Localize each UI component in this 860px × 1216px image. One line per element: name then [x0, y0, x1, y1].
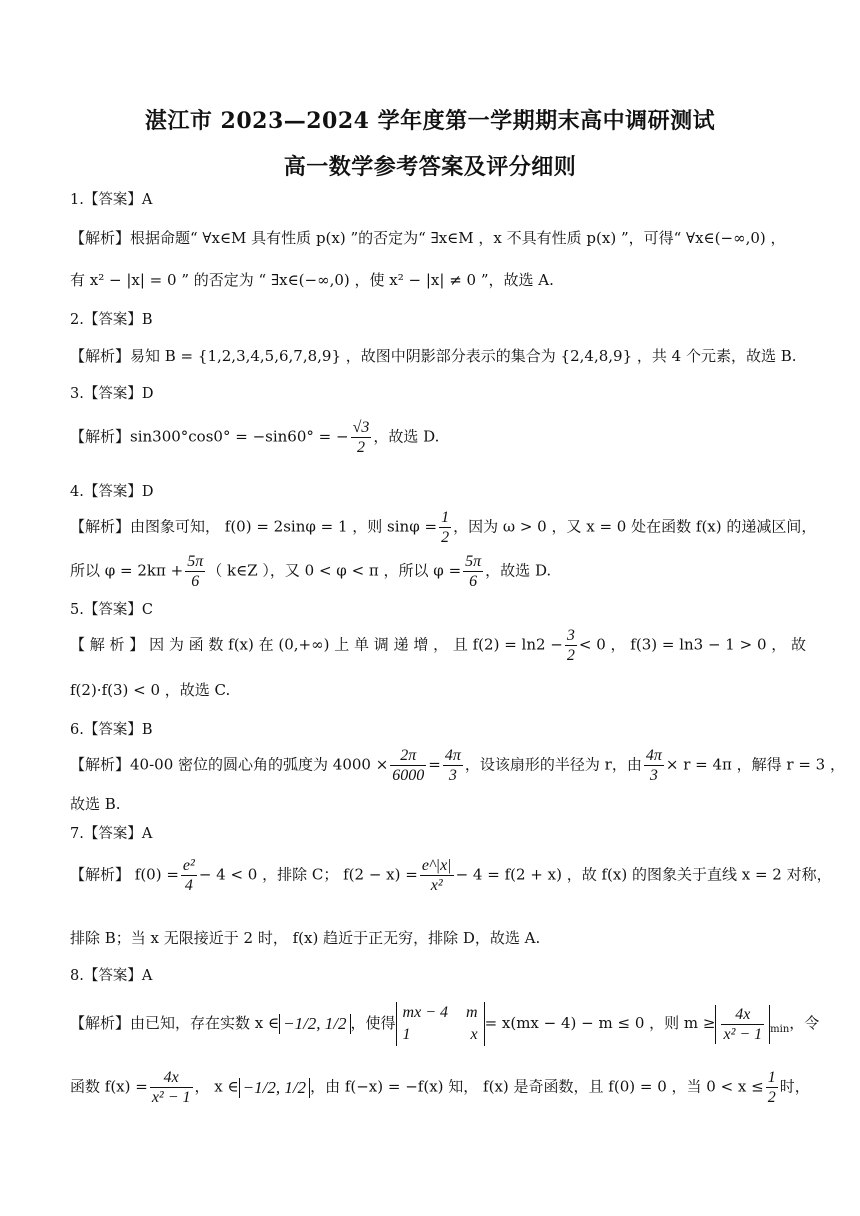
- exam-title: 湛江市 2023—2024 学年度第一学期期末高中调研测试: [144, 108, 716, 134]
- q8-text-d: ，令: [789, 1014, 820, 1032]
- q6-explanation-line2: 故选 B.: [70, 795, 121, 813]
- q6-f3-num: 4π: [645, 747, 662, 764]
- q7-f2-den: x²: [430, 877, 443, 894]
- q8-f1-den: x² − 1: [723, 1025, 763, 1043]
- q7-explanation-line2: 排除 B；当 x 无限接近于 2 时， f(x) 趋近于正无穷，排除 D，故选 A.: [70, 929, 541, 947]
- q5-text-b: < 0 ， f(3) = ln3 − 1 > 0 ， 故: [578, 635, 807, 654]
- q4-fraction-2: [185, 552, 205, 591]
- q6-text-d: × r = 4π ，解得 r = 3 ，: [665, 755, 845, 774]
- det-d: x: [470, 1026, 478, 1043]
- q8-text-h: 时，: [779, 1077, 810, 1096]
- q3-fraction: [351, 418, 372, 457]
- q4-text-d: （ k∈Z ），又 0 < φ < π ，所以 φ =: [207, 561, 462, 580]
- q7-f1-den: 4: [184, 877, 193, 894]
- q5-frac-num: 3: [566, 627, 575, 644]
- det-row-1: [403, 1002, 478, 1024]
- q3-frac-den: 2: [356, 439, 365, 456]
- q8-explanation-line2: [70, 1068, 810, 1107]
- q8-text-e: 函数 f(x) =: [70, 1077, 148, 1096]
- q8-fraction-2: [150, 1068, 193, 1107]
- q3-answer: 3.【答案】D: [70, 386, 154, 402]
- q6-fraction-3: [644, 746, 664, 785]
- q7-f2-num: e^|x|: [421, 857, 452, 874]
- q7-text-c: − 4 = f(2 + x) ，故 f(x) 的图象关于直线 x = 2 对称，: [455, 865, 832, 884]
- q6-f1-num: 2π: [390, 746, 426, 766]
- q8-explanation-line1: [70, 1002, 820, 1046]
- q8-text-c: = x(mx − 4) − m ≤ 0 ，则 m ≥: [484, 1014, 716, 1032]
- q4-explanation-line1: [70, 508, 817, 547]
- q3-frac-num: √3: [352, 419, 370, 436]
- q3-explanation: [70, 418, 792, 457]
- q8-answer: 8.【答案】A: [70, 968, 153, 984]
- q4-f1-num: 1: [441, 509, 450, 526]
- q8-text-b: ，使得: [350, 1014, 396, 1032]
- q8-fraction-3: [766, 1068, 778, 1107]
- q5-fraction: [565, 626, 577, 665]
- det-c: 1: [402, 1026, 411, 1043]
- q6-f3-den: 3: [649, 767, 658, 784]
- q4-explanation-line2: [70, 552, 792, 591]
- q4-answer: 4.【答案】D: [70, 484, 154, 500]
- q2-answer: 2.【答案】B: [70, 312, 153, 328]
- q8-f2-num: 4x: [150, 1068, 193, 1088]
- det-row-2: [403, 1024, 478, 1046]
- q5-explanation-line1: [70, 626, 807, 665]
- q6-f2-num: 4π: [444, 747, 461, 764]
- q4-f2-num: 5π: [187, 553, 204, 570]
- q8-interval-2: −1/2, 1/2: [239, 1078, 310, 1098]
- q6-text-a: 【解析】40-00 密位的圆心角的弧度为 4000 ×: [70, 755, 389, 774]
- q4-f3-num: 5π: [465, 553, 482, 570]
- q4-text-b: ，因为 ω > 0 ，又 x = 0 处在函数 f(x) 的递减区间，: [453, 517, 817, 536]
- q5-answer: 5.【答案】C: [70, 602, 153, 618]
- q5-text-a: 【 解 析 】 因 为 函 数 f(x) 在 (0,+∞) 上 单 调 递 增 ， 且 f(2) = ln2 −: [70, 635, 563, 654]
- q6-answer: 6.【答案】B: [70, 722, 153, 738]
- q6-f1-den: 6000: [392, 767, 425, 784]
- q8-text-g: ，由 f(−x) = −f(x) 知， f(x) 是奇函数，且 f(0) = 0 ，当 0 < x ≤: [310, 1077, 764, 1096]
- q5-frac-den: 2: [566, 647, 575, 664]
- q1-explanation-line2: 有 x² − |x| = 0 ” 的否定为 “ ∃x∈(−∞,0) ，使 x² − |x| ≠ 0 ”，故选 A.: [70, 271, 554, 289]
- q5-explanation-line2: f(2)·f(3) < 0 ，故选 C.: [70, 681, 231, 699]
- q7-explanation-line1: [70, 856, 832, 895]
- q4-fraction-3: [463, 552, 483, 591]
- q8-text-f: ， x ∈: [194, 1077, 239, 1096]
- q6-fraction-1: [390, 746, 426, 785]
- q4-f2-den: 6: [191, 573, 200, 590]
- q6-explanation-line1: [70, 746, 845, 785]
- q4-text-c: 所以 φ = 2kπ +: [70, 561, 184, 580]
- q3-text-b: ，故选 D.: [373, 427, 440, 446]
- det-a: mx − 4: [402, 1004, 448, 1021]
- q2-explanation: 【解析】易知 B = {1,2,3,4,5,6,7,8,9} ，故图中阴影部分表示的集合为 {2,4,8,9} ，共 4 个元素，故选 B.: [70, 347, 797, 365]
- det-b: m: [466, 1004, 478, 1021]
- q7-fraction-1: [181, 856, 197, 895]
- q8-f2-den: x² − 1: [151, 1089, 191, 1106]
- q8-min-subscript: min: [770, 1024, 790, 1035]
- q1-explanation-line1: 【解析】根据命题“ ∀x∈M 具有性质 p(x) ”的否定为“ ∃x∈M ，x 不具有性质 p(x) ”，可得“ ∀x∈(−∞,0) ，: [70, 229, 786, 247]
- q7-text-b: − 4 < 0 ，排除 C； f(2 − x) =: [198, 865, 418, 884]
- q8-f1-num: 4x: [721, 1005, 764, 1025]
- q8-fraction-1: [721, 1005, 764, 1044]
- q6-fraction-2: [443, 746, 463, 785]
- q4-f1-den: 2: [441, 529, 450, 546]
- q8-interval-1: −1/2, 1/2: [279, 1014, 350, 1034]
- q1-answer: 1.【答案】A: [70, 192, 153, 208]
- q6-text-c: ，设该扇形的半径为 r，由: [464, 755, 642, 774]
- q7-answer: 7.【答案】A: [70, 826, 153, 842]
- q8-text-a: 【解析】由已知，存在实数 x ∈: [70, 1014, 280, 1032]
- q4-fraction-1: [439, 508, 451, 547]
- q3-text-a: 【解析】sin300°cos0° = −sin60° = −: [70, 427, 349, 446]
- q7-text-a: 【解析】 f(0) =: [70, 865, 179, 884]
- q6-text-b: =: [428, 755, 441, 774]
- q4-text-e: ，故选 D.: [485, 561, 552, 580]
- q6-f2-den: 3: [448, 767, 457, 784]
- q7-f1-num: e²: [182, 857, 195, 874]
- q8-min-paren: [715, 1005, 770, 1044]
- q4-text-a: 【解析】由图象可知， f(0) = 2sinφ = 1 ，则 sinφ =: [70, 517, 438, 536]
- q4-f3-den: 6: [469, 573, 478, 590]
- q7-fraction-2: [420, 856, 454, 895]
- q8-f3-num: 1: [767, 1069, 776, 1086]
- q8-f3-den: 2: [767, 1089, 776, 1106]
- answer-key-subtitle: 高一数学参考答案及评分细则: [283, 154, 577, 180]
- q8-determinant: [396, 1002, 485, 1046]
